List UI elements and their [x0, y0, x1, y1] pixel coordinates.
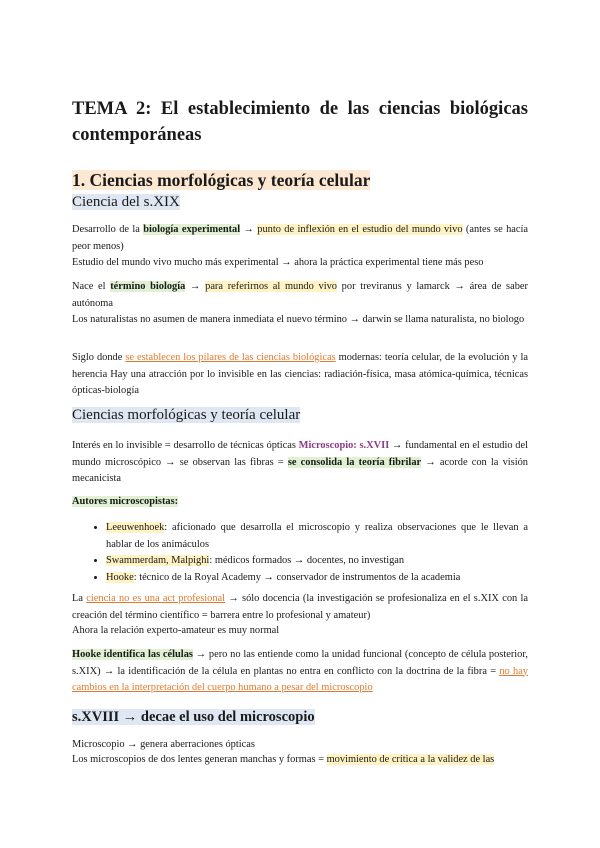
section-1-heading — [72, 169, 528, 191]
p1-highlight-punto-inflexion: punto de inflexión en el estudio del mundo vivo — [257, 224, 463, 235]
autor-name: Swammerdam, Malpighi — [106, 555, 210, 566]
p4-highlight-microscopio: Microscopio: s.XVII — [298, 440, 390, 451]
document-title: TEMA 2: El establecimiento de las ciencias biológicas contemporáneas — [72, 99, 528, 145]
p5-text-c: → sólo docencia (la investigación se profesionaliza en el s.XIX con la creación del término científico = barrera entre lo profesional y amateur) — [72, 593, 529, 621]
p3-text-c: modernas: teoría celular, de la evolución y la herencia Hay una atracción por lo invisible en las ciencias: radiación-física, masa atómica-química, técnicas ópticas-biología — [72, 352, 528, 396]
section-3-heading — [72, 707, 528, 727]
p6-highlight-no-cambios: no hay cambios en la interpretación del cuerpo humano a pesar del microscopio — [72, 665, 528, 693]
subheading-ciencia-xix-text: Ciencia del s.XIX — [72, 194, 180, 210]
paragraph-dos-lentes — [72, 752, 528, 769]
list-item — [106, 570, 528, 587]
autor-name: Leeuwenhoek — [106, 522, 165, 533]
p1-text-e: (antes se hacía peor menos) — [72, 224, 528, 252]
p3-highlight-pilares: se establecen los pilares de las ciencias biológicas — [125, 352, 336, 363]
autores-list — [72, 520, 528, 586]
p1-highlight-biologia-experimental: biología experimental — [143, 224, 241, 235]
list-item — [106, 520, 528, 553]
section-2-heading — [72, 405, 528, 425]
autor-text: : aficionado que desarrolla el microscopio y realiza observaciones que le llevan a hablar de los animáculos — [106, 522, 528, 550]
p6-highlight-hooke: Hooke identifica las células — [72, 649, 193, 660]
paragraph-estudio-mundo-vivo: Estudio del mundo vivo mucho más experimental → ahora la práctica experimental tiene más peso — [72, 257, 484, 268]
paragraph-hooke-celulas — [72, 647, 528, 697]
p2-text-a: Nace el — [72, 281, 111, 292]
p4-highlight-teoria-fibrilar: se consolida la teoría fibrilar — [287, 456, 422, 468]
autores-label — [72, 494, 528, 511]
autor-name: Hooke — [106, 571, 134, 583]
p4-text-c: → fundamental en el estudio del mundo microscópico → se observan las fibras = — [72, 440, 528, 468]
subheading-ciencia-xix — [72, 192, 528, 212]
paragraph-ciencia-profesional — [72, 591, 528, 624]
p3-text-a: Siglo donde — [72, 352, 126, 363]
autor-text: : técnico de la Royal Academy → conservador de instrumentos de la academia — [133, 571, 461, 583]
paragraph-biologia-experimental — [72, 222, 528, 255]
p2-arrow: → — [185, 281, 206, 292]
p6-text-b: → pero no las entiende como la unidad funcional (concepto de célula posterior, s.XIX) → la identificación de la célula en plantas no entra en conflicto con la doctrina de la fibra = — [72, 649, 528, 677]
list-item — [106, 553, 528, 570]
paragraph-aberraciones: Microscopio → genera aberraciones ópticas — [72, 739, 255, 750]
section-1-heading-text: 1. Ciencias morfológicas y teoría celular — [72, 170, 371, 190]
p2-highlight-termino-biologia: término biología — [110, 281, 186, 292]
p2-highlight-mundo-vivo: para referirnos al mundo vivo — [205, 281, 337, 292]
paragraph-microscopio — [72, 438, 528, 488]
autores-label-text: Autores microscopistas: — [72, 496, 179, 507]
p4-text-a: Interés en lo invisible = desarrollo de técnicas ópticas — [72, 440, 299, 451]
paragraph-experto-amateur: Ahora la relación experto-amateur es muy normal — [72, 625, 280, 636]
p5-highlight-no-profesional: ciencia no es una act profesional — [86, 593, 226, 604]
p2-text-e: por treviranus y lamarck → área de saber autónoma — [72, 281, 528, 309]
paragraph-naturalistas: Los naturalistas no asumen de manera inmediata el nuevo término → darwin se llama naturalista, no biologo — [72, 314, 525, 325]
p5-text-a: La — [72, 593, 87, 604]
p4-text-e: → acorde con la visión mecanicista — [72, 456, 528, 484]
p1-arrow: → — [240, 224, 258, 235]
p8-text-a: Los microscopios de dos lentes generan manchas y formas = — [72, 754, 327, 765]
p1-text-a: Desarrollo de la — [72, 224, 144, 235]
paragraph-termino-biologia — [72, 279, 528, 312]
section-2-heading-text: Ciencias morfológicas y teoría celular — [72, 407, 301, 423]
paragraph-siglo-pilares — [72, 350, 528, 400]
p8-highlight-movimiento-critica: movimiento de crítica a la validez de las — [326, 754, 495, 765]
section-3-heading-text: s.XVIII → decae el uso del microscopio — [72, 709, 315, 725]
autor-text: : médicos formados → docentes, no investigan — [209, 555, 405, 566]
